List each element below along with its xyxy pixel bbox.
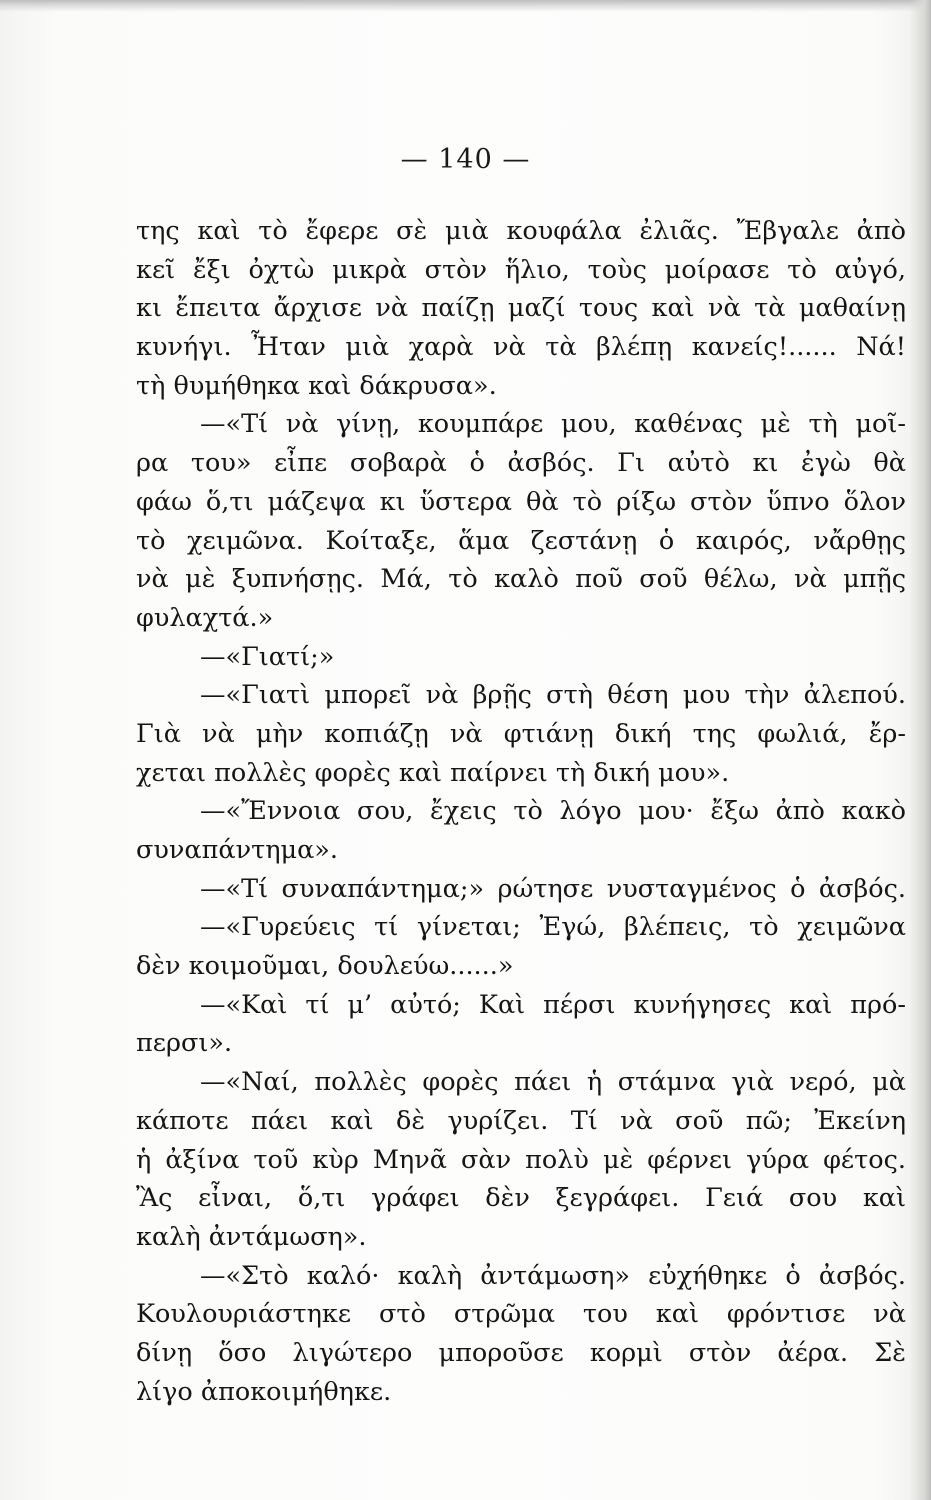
- text-line: νὰ μὲ ξυπνήσῃς. Μά, τὸ καλὸ ποῦ σοῦ θέλω, νὰ μπῇς: [136, 564, 906, 595]
- text-line: καλὴ ἀντάμωση».: [136, 1221, 367, 1252]
- text-line: Κουλουριάστηκε στὸ στρῶμα του καὶ φρόντισε νὰ: [136, 1299, 906, 1330]
- text-line: Γιὰ νὰ μὴν κοπιάζῃ νὰ φτιάνῃ δική της φωλιά, ἔρ-: [136, 718, 906, 749]
- text-line: —«Καὶ τί μ’ αὐτό; Καὶ πέρσι κυνήγησες καὶ πρό-: [200, 989, 906, 1020]
- text-line: κι ἔπειτα ἄρχισε νὰ παίζῃ μαζί τους καὶ νὰ τὰ μαθαίνῃ: [136, 293, 906, 324]
- text-line: τὸ χειμῶνα. Κοίταξε, ἅμα ζεστάνῃ ὁ καιρός, νἄρθῃς: [136, 525, 906, 556]
- text-line: —«Ἔννοια σου, ἔχεις τὸ λόγο μου· ἔξω ἀπὸ κακὸ: [200, 796, 906, 827]
- text-line: —«Γιατὶ μπορεῖ νὰ βρῇς στὴ θέση μου τὴν ἀλεπού.: [200, 680, 906, 711]
- text-line: φάω ὅ,τι μάζεψα κι ὕστερα θὰ τὸ ρίξω στὸν ὕπνο ὅλον: [136, 486, 906, 517]
- page-number: — 140 —: [400, 144, 531, 175]
- page-top-edge-shadow: [0, 0, 931, 12]
- text-line: περσι».: [136, 1028, 233, 1059]
- text-line: —«Γυρεύεις τί γίνεται; Ἐγώ, βλέπεις, τὸ χειμῶνα: [200, 912, 906, 943]
- text-line: ρα του» εἶπε σοβαρὰ ὁ ἀσβός. Γι αὐτὸ κι ἐγὼ θὰ: [136, 448, 906, 479]
- text-line: φυλαχτά.»: [136, 602, 274, 633]
- text-line: —«Γιατί;»: [200, 641, 335, 672]
- text-line: —«Ναί, πολλὲς φορὲς πάει ἡ στάμνα γιὰ νερό, μὰ: [200, 1067, 906, 1098]
- text-line: κυνήγι. Ἦταν μιὰ χαρὰ νὰ τὰ βλέπῃ κανείς!...... Νά!: [136, 332, 906, 363]
- text-line: λίγο ἀποκοιμήθηκε.: [136, 1376, 392, 1407]
- body-text: [136, 212, 906, 1411]
- show-through-bleed: [560, 1300, 920, 1326]
- text-line: της καὶ τὸ ἔφερε σὲ μιὰ κουφάλα ἐλιᾶς. Ἔβγαλε ἀπὸ: [136, 216, 906, 246]
- text-line: —«Στὸ καλό· καλὴ ἀντάμωση» εὐχήθηκε ὁ ἀσβός.: [200, 1260, 906, 1291]
- text-line: ἡ ἀξίνα τοῦ κὺρ Μηνᾶ σὰν πολὺ μὲ φέρνει γύρα φέτος.: [136, 1144, 906, 1175]
- text-line: δίνῃ ὅσο λιγώτερο μποροῦσε κορμὶ στὸν ἀέρα. Σὲ: [136, 1337, 906, 1368]
- page-right-edge-shadow: [909, 0, 931, 1500]
- text-line: κεῖ ἔξι ὀχτὼ μικρὰ στὸν ἥλιο, τοὺς μοίρασε τὸ αὐγό,: [136, 254, 906, 285]
- text-line: Ἂς εἶναι, ὅ,τι γράφει δὲν ξεγράφει. Γειά σου καὶ: [136, 1183, 906, 1214]
- text-line: δὲν κοιμοῦμαι, δουλεύω......»: [136, 951, 514, 982]
- text-line: χεται πολλὲς φορὲς καὶ παίρνει τὴ δική μου».: [136, 757, 730, 788]
- text-line: τὴ θυμήθηκα καὶ δάκρυσα».: [136, 370, 497, 401]
- text-line: —«Τί νὰ γίνῃ, κουμπάρε μου, καθένας μὲ τὴ μοῖ-: [200, 409, 906, 440]
- text-line: κάποτε πάει καὶ δὲ γυρίζει. Τί νὰ σοῦ πῶ; Ἐκείνη: [136, 1105, 906, 1136]
- text-line: συναπάντημα».: [136, 835, 338, 865]
- text-line: —«Τί συναπάντημα;» ρώτησε νυσταγμένος ὁ ἀσβός.: [200, 873, 906, 904]
